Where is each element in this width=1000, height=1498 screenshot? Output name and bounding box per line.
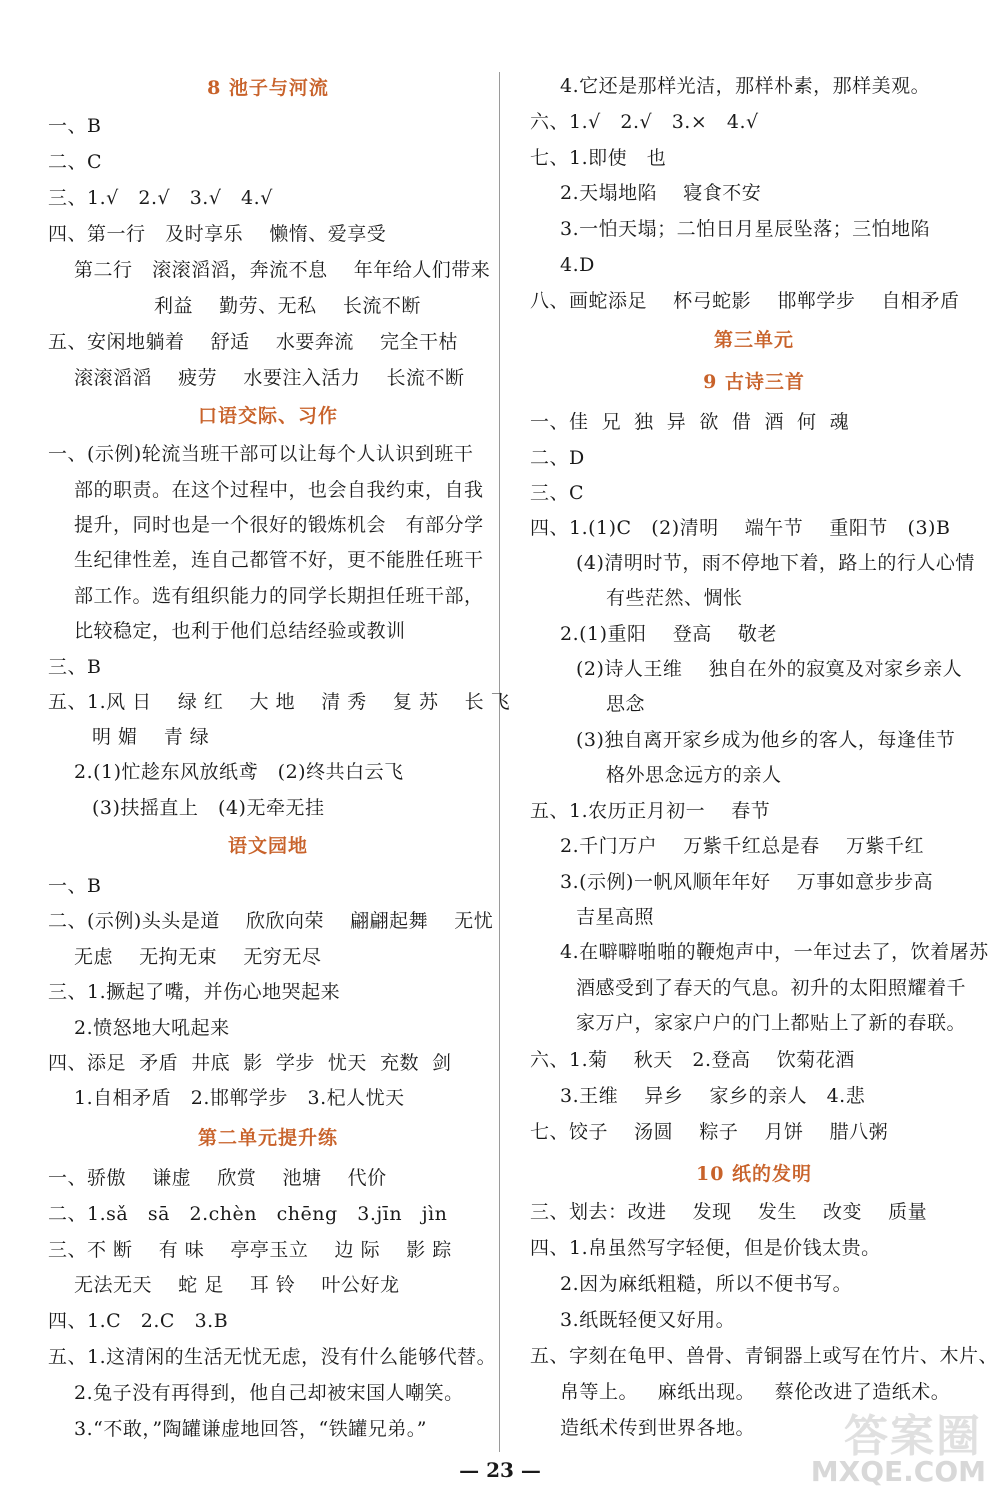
answer-line: 三、1.撅起了嘴，并伤心地哭起来 xyxy=(48,981,341,1003)
heading-lesson-8: 8 池子与河流 xyxy=(207,77,329,99)
answer-line: 六、1.√ 2.√ 3.× 4.√ xyxy=(530,111,759,133)
answer-line: 二、D xyxy=(530,447,585,469)
answer-line: 无虑 无拘无束 无穷无尽 xyxy=(74,946,322,968)
answer-line: 明 媚 青 绿 xyxy=(92,726,210,748)
answer-line: 3.王维 异乡 家乡的亲人 4.悲 xyxy=(560,1085,866,1107)
answer-line: (3)独自离开家乡成为他乡的客人，每逢佳节 xyxy=(576,729,956,751)
answer-line: 2.(1)忙趁东风放纸鸢 (2)终共白云飞 xyxy=(74,761,404,783)
answer-line: 2.愤怒地大吼起来 xyxy=(74,1017,230,1039)
answer-line: (2)诗人王维 独自在外的寂寞及对家乡亲人 xyxy=(576,658,963,680)
heading-oral-writing: 口语交际、习作 xyxy=(197,405,338,427)
heading-lesson-9: 9 古诗三首 xyxy=(703,371,805,393)
answer-line: 五、安闲地躺着 舒适 水要奔流 完全干枯 xyxy=(48,331,458,353)
answer-line: 一、骄傲 谦虚 欣赏 池塘 代价 xyxy=(48,1167,387,1189)
answer-line: 三、1.√ 2.√ 3.√ 4.√ xyxy=(48,187,273,209)
answer-line: 二、(示例)头头是道 欣欣向荣 翩翩起舞 无忧 xyxy=(48,910,494,932)
answer-line: 三、划去：改进 发现 发生 改变 质量 xyxy=(530,1201,928,1223)
answer-line: 五、1.农历正月初一 春节 xyxy=(530,800,771,822)
answer-line: 2.(1)重阳 登高 敬老 xyxy=(560,623,777,645)
answer-line: 部工作。选有组织能力的同学长期担任班干部， xyxy=(74,585,484,607)
answer-line: 1.自相矛盾 2.邯郸学步 3.杞人忧天 xyxy=(74,1087,405,1109)
answer-line: 一、(示例)轮流当班干部可以让每个人认识到班干 xyxy=(48,443,474,465)
column-divider xyxy=(499,72,500,1452)
answer-line: 造纸术传到世界各地。 xyxy=(560,1417,756,1439)
answer-line: 一、B xyxy=(48,875,102,897)
answer-line: 三、B xyxy=(48,656,102,678)
answer-line: 第二行 滚滚滔滔，奔流不息 年年给人们带来 xyxy=(74,259,491,281)
answer-line: 4.在噼噼啪啪的鞭炮声中，一年过去了，饮着屠苏 xyxy=(560,941,989,963)
answer-line: 五、字刻在龟甲、兽骨、青铜器上或写在竹片、木片、 xyxy=(530,1345,999,1367)
heading-lesson-10: 10 纸的发明 xyxy=(695,1163,813,1185)
answer-line: 思念 xyxy=(606,693,646,715)
watermark-url: MXQE.COM xyxy=(810,1455,986,1488)
answer-line: 一、佳 兄 独 异 欲 借 酒 何 魂 xyxy=(530,411,850,433)
answer-line: (3)扶摇直上 (4)无牵无挂 xyxy=(92,797,325,819)
answer-line: 五、1.这清闲的生活无忧无虑，没有什么能够代替。 xyxy=(48,1346,497,1368)
answer-line: 格外思念远方的亲人 xyxy=(606,764,782,786)
answer-line: 四、添足 矛盾 井底 影 学步 忧天 充数 剑 xyxy=(48,1052,452,1074)
answer-line: 四、1.C 2.C 3.B xyxy=(48,1310,229,1332)
answer-line: 比较稳定，也利于他们总结经验或教训 xyxy=(74,620,406,642)
answer-line: 4.它还是那样光洁，那样朴素，那样美观。 xyxy=(560,75,931,97)
answer-line: 2.因为麻纸粗糙，所以不便书写。 xyxy=(560,1273,853,1295)
answer-line: 四、1.帛虽然写字轻便，但是价钱太贵。 xyxy=(530,1237,881,1259)
answer-line: 有些茫然、惆怅 xyxy=(606,587,743,609)
answer-line: 八、画蛇添足 杯弓蛇影 邯郸学步 自相矛盾 xyxy=(530,290,960,312)
answer-line: 四、第一行 及时享乐 懒惰、爱享受 xyxy=(48,223,387,245)
answer-line: 滚滚滔滔 疲劳 水要注入活力 长流不断 xyxy=(74,367,465,389)
watermark-logo xyxy=(800,1400,990,1490)
answer-line: 三、C xyxy=(530,482,585,504)
answer-line: 四、1.(1)C (2)清明 端午节 重阳节 (3)B xyxy=(530,517,951,539)
answer-line: 部的职责。在这个过程中，也会自我约束，自我 xyxy=(74,479,484,501)
answer-line: 家万户，家家户户的门上都贴上了新的春联。 xyxy=(576,1012,967,1034)
answer-line: 二、1.sǎ sā 2.chèn chēng 3.jīn jìn xyxy=(48,1203,448,1225)
answer-line: 二、C xyxy=(48,151,103,173)
answer-line: 2.兔子没有再得到，他自己却被宋国人嘲笑。 xyxy=(74,1382,464,1404)
answer-line: 一、B xyxy=(48,115,102,137)
answer-line: 三、不 断 有 味 亭亭玉立 边 际 影 踪 xyxy=(48,1239,452,1261)
watermark-main: 答案圈 xyxy=(844,1411,982,1462)
answer-line: 生纪律性差，连自己都管不好，更不能胜任班干 xyxy=(74,549,484,571)
answer-line: 七、饺子 汤圆 粽子 月饼 腊八粥 xyxy=(530,1121,889,1143)
answer-line: 提升，同时也是一个很好的锻炼机会 有部分学 xyxy=(74,514,484,536)
heading-chinese-garden: 语文园地 xyxy=(227,835,308,857)
answer-line: 五、1.风 日 绿 红 大 地 清 秀 复 苏 长 飞 xyxy=(48,691,511,713)
answer-line: 利益 勤劳、无私 长流不断 xyxy=(154,295,421,317)
answer-line: (4)清明时节，雨不停地下着，路上的行人心情 xyxy=(576,552,975,574)
answer-line: 吉星高照 xyxy=(576,906,655,928)
answer-line: 2.天塌地陷 寝食不安 xyxy=(560,182,762,204)
answer-line: 2.千门万户 万紫千红总是春 万紫千红 xyxy=(560,835,924,857)
heading-unit2-practice: 第二单元提升练 xyxy=(197,1127,338,1149)
answer-line: 无法无天 蛇 足 耳 铃 叶公好龙 xyxy=(74,1274,400,1296)
heading-unit3: 第三单元 xyxy=(713,329,794,351)
answer-line: 3.(示例)一帆风顺年年好 万事如意步步高 xyxy=(560,871,934,893)
answer-line: 3.一怕天塌；二怕日月星辰坠落；三怕地陷 xyxy=(560,218,931,240)
answer-line: 七、1.即使 也 xyxy=(530,147,667,169)
answer-line: 酒感受到了春天的气息。初升的太阳照耀着千 xyxy=(576,977,967,999)
page-number: — 23 — xyxy=(459,1458,541,1482)
answer-line: 4.D xyxy=(560,254,595,276)
answer-line: 3.“不敢，”陶罐谦虚地回答，“铁罐兄弟。” xyxy=(74,1418,427,1440)
answer-line: 六、1.菊 秋天 2.登高 饮菊花酒 xyxy=(530,1049,855,1071)
answer-line: 3.纸既轻便又好用。 xyxy=(560,1309,736,1331)
answer-line: 帛等上。 麻纸出现。 蔡伦改进了造纸术。 xyxy=(560,1381,951,1403)
